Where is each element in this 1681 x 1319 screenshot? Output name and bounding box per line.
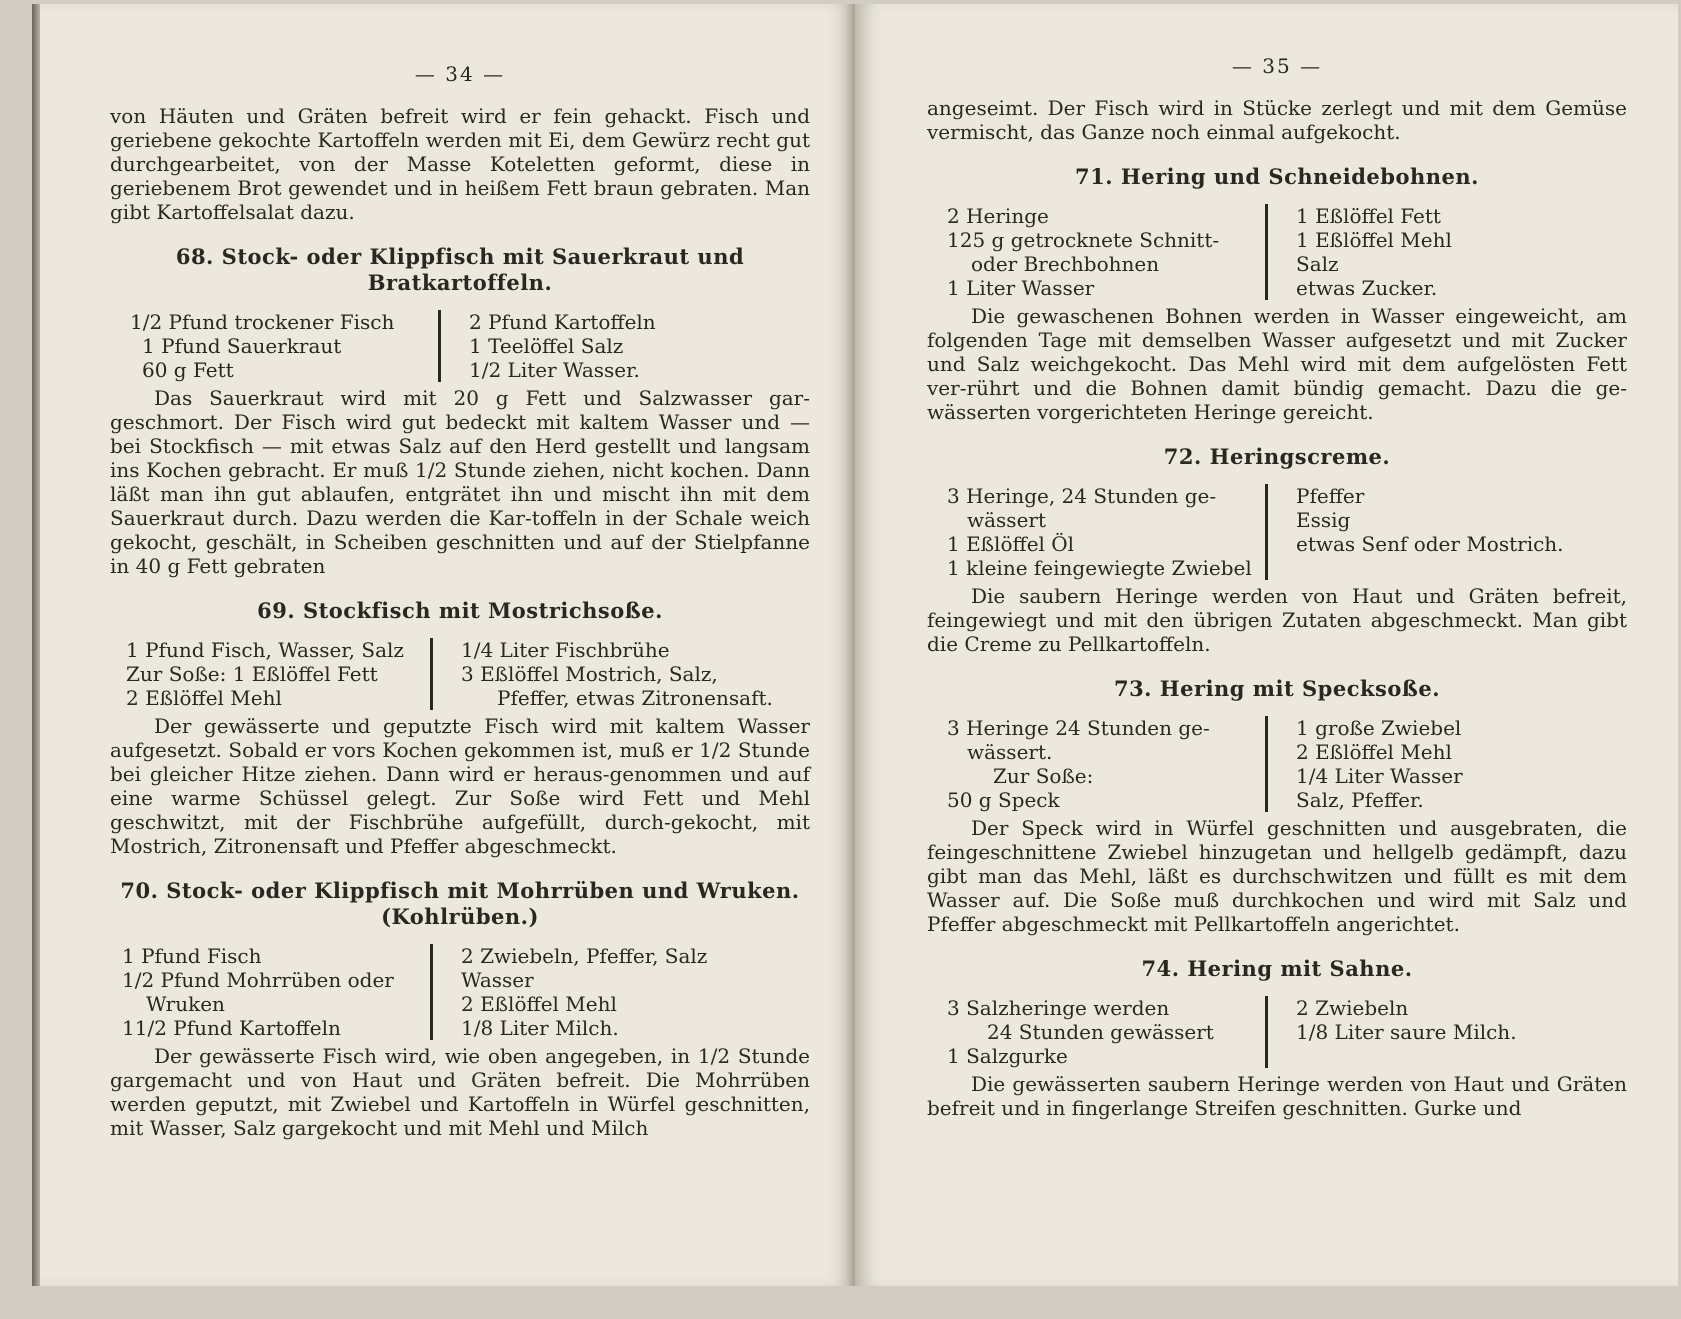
ingredient: 1 Teelöffel Salz — [469, 334, 624, 358]
ingredient: 11/2 Pfund Kartoffeln — [122, 1016, 341, 1040]
ingredient: 1 Pfund Fisch, Wasser, Salz — [126, 638, 404, 662]
ingredient: 1 Eßlöffel Fett — [1296, 204, 1441, 228]
ingredient: 2 Eßlöffel Mehl — [1296, 740, 1452, 764]
left-page-content — [110, 62, 810, 1140]
ingredient: 1/8 Liter saure Milch. — [1296, 1020, 1517, 1044]
ingredients-right — [430, 944, 707, 1040]
ingredient: Pfeffer, etwas Zitronensaft. — [497, 686, 773, 710]
ingredients-left — [947, 204, 1265, 300]
ingredient: 1 kleine feingewiegte Zwiebel — [947, 556, 1252, 580]
recipe-text-69: Der gewässerte und geputzte Fisch wird mit kaltem Wasser aufgesetzt. Sobald er vors Kochen gekommen ist, muß er 1/2 Stunde bei gleicher Hitze ziehen. Dann wird er heraus-genommen und auf eine warme Schüssel gelegt. Zur Soße wird Fett und Mehl geschwitzt, mit der Fischbrühe aufgefüllt, durch-gekocht, mit Mostrich, Zitronensaft und Pfeffer abgeschmeckt. — [110, 714, 810, 858]
ingredient: 1 große Zwiebel — [1296, 716, 1462, 740]
ingredients-left — [126, 638, 430, 710]
recipe-text-continued: von Häuten und Gräten befreit wird er fein gehackt. Fisch und geriebene gekochte Kartoffeln werden mit Ei, dem Gewürz recht gut durchgearbeitet, von der Masse Koteletten geformt, diese in geriebenem Brot gewendet und in heißem Fett braun gebraten. Man gibt Kartoffelsalat dazu. — [110, 104, 810, 224]
ingredient: 1 Salzgurke — [947, 1044, 1068, 1068]
ingredients-left — [130, 310, 438, 382]
ingredient: 1 Eßlöffel Mehl — [1296, 228, 1452, 252]
open-book — [32, 4, 1678, 1286]
ingredients-right — [438, 310, 656, 382]
ingredients-right — [1265, 716, 1463, 812]
ingredients-right — [430, 638, 773, 710]
recipe-title-68: 68. Stock- oder Klippfisch mit Sauerkraut und Bratkartoffeln. — [175, 244, 745, 295]
ingredient: Wruken — [146, 992, 225, 1016]
ingredient: 1 Pfund Fisch — [122, 944, 262, 968]
ingredient: 2 Zwiebeln, Pfeffer, Salz — [461, 944, 708, 968]
recipe-text-continued: angeseimt. Der Fisch wird in Stücke zerlegt und mit dem Gemüse vermischt, das Ganze noch einmal aufgekocht. — [927, 96, 1627, 144]
ingredients-74 — [927, 996, 1627, 1068]
ingredient: wässert — [967, 508, 1047, 532]
recipe-text-74: Die gewässerten saubern Heringe werden von Haut und Gräten befreit und in fingerlange Streifen geschnitten. Gurke und — [927, 1072, 1627, 1120]
ingredient: 1/4 Liter Fischbrühe — [461, 638, 670, 662]
ingredient: 2 Eßlöffel Mehl — [461, 992, 617, 1016]
ingredient: 125 g getrocknete Schnitt- — [947, 228, 1220, 252]
ingredient: 2 Zwiebeln — [1296, 996, 1409, 1020]
page-number: — 34 — — [414, 62, 506, 86]
ingredient: Essig — [1296, 508, 1351, 532]
recipe-title-74: 74. Hering mit Sahne. — [1141, 956, 1413, 981]
ingredient: 1/4 Liter Wasser — [1296, 764, 1463, 788]
ingredients-69 — [110, 638, 810, 710]
ingredient: 1/2 Pfund Mohrrüben oder — [122, 968, 394, 992]
recipe-text-68: Das Sauerkraut wird mit 20 g Fett und Salzwasser gar-geschmort. Der Fisch wird gut bedeckt mit kaltem Wasser und — bei Stockfisch — mit etwas Salz auf den Herd gestellt und langsam ins Kochen gebracht. Er muß 1/2 Stunde ziehen, nicht kochen. Dann läßt man ihn gut ablaufen, entgrätet ihn und mischt ihn mit dem Sauerkraut durch. Dazu werden die Kar-toffeln in der Schale weich gekocht, geschält, in Scheiben geschnitten und auf der Stielpfanne in 40 g Fett gebraten — [110, 386, 810, 578]
page-edge — [32, 4, 40, 1286]
ingredient: 50 g Speck — [947, 788, 1060, 812]
ingredients-left — [947, 996, 1265, 1068]
ingredient: 3 Heringe, 24 Stunden ge- — [947, 484, 1217, 508]
ingredient: 1 Pfund Sauerkraut — [142, 334, 342, 358]
recipe-title-69: 69. Stockfisch mit Mostrichsoße. — [257, 598, 663, 623]
ingredient: 2 Eßlöffel Mehl — [126, 686, 282, 710]
ingredient: 3 Heringe 24 Stunden ge- — [947, 716, 1210, 740]
recipe-title-70: 70. Stock- oder Klippfisch mit Mohrrüben und Wruken. (Kohlrüben.) — [120, 878, 800, 929]
page-number: — 35 — — [1231, 54, 1323, 78]
right-page — [855, 4, 1678, 1286]
ingredient: 1 Liter Wasser — [947, 276, 1095, 300]
ingredients-left — [122, 944, 430, 1040]
ingredients-70 — [110, 944, 810, 1040]
left-page — [32, 4, 855, 1286]
ingredient: oder Brechbohnen — [971, 252, 1160, 276]
ingredient: 3 Salzheringe werden — [947, 996, 1170, 1020]
recipe-title-72: 72. Heringscreme. — [1163, 444, 1391, 469]
ingredient: Pfeffer — [1296, 484, 1365, 508]
ingredient: 1 Eßlöffel Öl — [947, 532, 1075, 556]
ingredient: 2 Heringe — [947, 204, 1049, 228]
ingredient: 1/2 Pfund trockener Fisch — [130, 310, 395, 334]
ingredient: Zur Soße: — [993, 764, 1094, 788]
ingredient: Salz, Pfeffer. — [1296, 788, 1424, 812]
recipe-text-72: Die saubern Heringe werden von Haut und Gräten befreit, feingewiegt und mit den übrigen Zutaten abgeschmeckt. Man gibt die Creme zu Pellkartoffeln. — [927, 584, 1627, 656]
ingredient: 3 Eßlöffel Mostrich, Salz, — [461, 662, 718, 686]
right-page-content — [927, 54, 1627, 1120]
ingredients-73 — [927, 716, 1627, 812]
ingredient: Wasser — [461, 968, 534, 992]
ingredient: 60 g Fett — [142, 358, 234, 382]
ingredient: etwas Senf oder Mostrich. — [1296, 532, 1564, 556]
recipe-text-70: Der gewässerte Fisch wird, wie oben angegeben, in 1/2 Stunde gargemacht und von Haut und Gräten befreit. Die Mohrrüben werden geputzt, mit Zwiebel und Kartoffeln in Würfel geschnitten, mit Wasser, Salz gargekocht und mit Mehl und Milch — [110, 1044, 810, 1140]
ingredients-left — [947, 484, 1265, 580]
ingredient: 1/8 Liter Milch. — [461, 1016, 619, 1040]
ingredients-right — [1265, 996, 1517, 1068]
recipe-text-73: Der Speck wird in Würfel geschnitten und ausgebraten, die feingeschnittene Zwiebel hinzugetan und hellgelb gedämpft, dazu gibt man das Mehl, läßt es durchschwitzen und füllt es mit dem Wasser auf. Die Soße muß durchkochen und wird mit Salz und Pfeffer abgeschmeckt mit Pellkartoffeln angerichtet. — [927, 816, 1627, 936]
ingredients-right — [1265, 204, 1452, 300]
ingredients-left — [947, 716, 1265, 812]
ingredients-68 — [110, 310, 810, 382]
ingredient: wässert. — [967, 740, 1053, 764]
ingredient: 24 Stunden gewässert — [987, 1020, 1214, 1044]
recipe-title-73: 73. Hering mit Specksoße. — [1113, 676, 1441, 701]
ingredients-right — [1265, 484, 1564, 580]
ingredient: etwas Zucker. — [1296, 276, 1438, 300]
ingredient: 1/2 Liter Wasser. — [469, 358, 640, 382]
ingredient: Salz — [1296, 252, 1339, 276]
recipe-text-71: Die gewaschenen Bohnen werden in Wasser eingeweicht, am folgenden Tage mit demselben Wasser aufgesetzt und mit Zucker und Salz weichgekocht. Das Mehl wird mit dem aufgelösten Fett ver-rührt und die Bohnen damit bündig gemacht. Dazu die ge-wässerten vorgerichteten Heringe gereicht. — [927, 304, 1627, 424]
recipe-title-71: 71. Hering und Schneidebohnen. — [1075, 164, 1479, 189]
ingredient: Zur Soße: 1 Eßlöffel Fett — [126, 662, 378, 686]
ingredient: 2 Pfund Kartoffeln — [469, 310, 656, 334]
ingredients-72 — [927, 484, 1627, 580]
ingredients-71 — [927, 204, 1627, 300]
